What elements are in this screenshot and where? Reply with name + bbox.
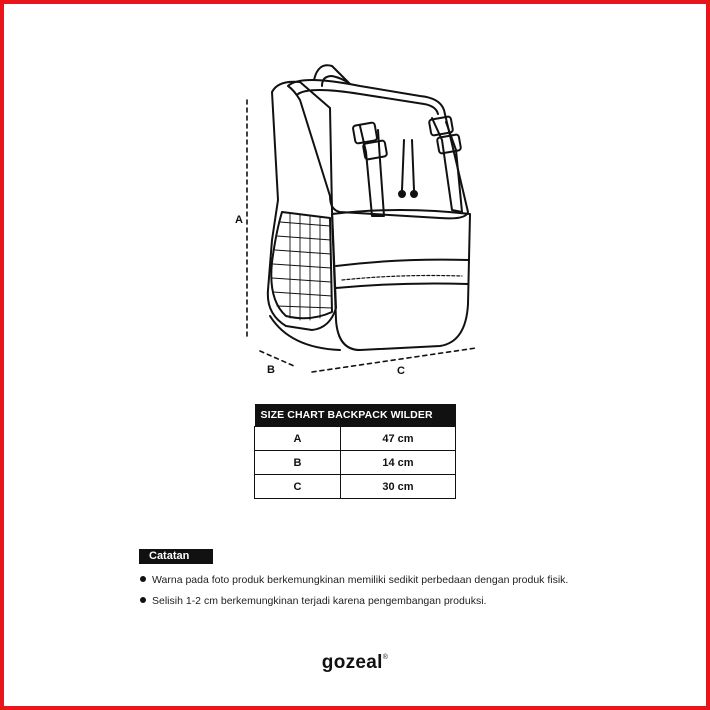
dimension-label-c: C [397, 365, 405, 377]
notes-title: Catatan [139, 549, 213, 564]
bullet-icon [140, 597, 146, 603]
size-chart-title: SIZE CHART BACKPACK WILDER [255, 404, 456, 427]
notes-list [140, 573, 568, 615]
bullet-icon [140, 576, 146, 582]
size-value: 14 cm [341, 451, 456, 475]
list-item [140, 573, 568, 594]
table-row [255, 475, 456, 499]
note-text: Warna pada foto produk berkemungkinan memiliki sedikit perbedaan dengan produk fisik. [152, 574, 569, 586]
registered-mark: ® [382, 654, 389, 661]
size-chart-table [254, 404, 456, 499]
dimension-label-b: B [267, 364, 275, 376]
table-row [255, 451, 456, 475]
brand-name: gozeal [321, 652, 383, 673]
table-row [255, 427, 456, 451]
size-key: A [255, 427, 341, 451]
size-value: 30 cm [341, 475, 456, 499]
dimension-label-a: A [235, 214, 243, 226]
size-key: C [255, 475, 341, 499]
list-item [140, 594, 568, 615]
brand-logo [0, 652, 710, 674]
mesh-pattern [272, 214, 332, 320]
note-text: Selisih 1-2 cm berkemungkinan terjadi karena pengembangan produksi. [152, 595, 487, 607]
size-key: B [255, 451, 341, 475]
size-value: 47 cm [341, 427, 456, 451]
